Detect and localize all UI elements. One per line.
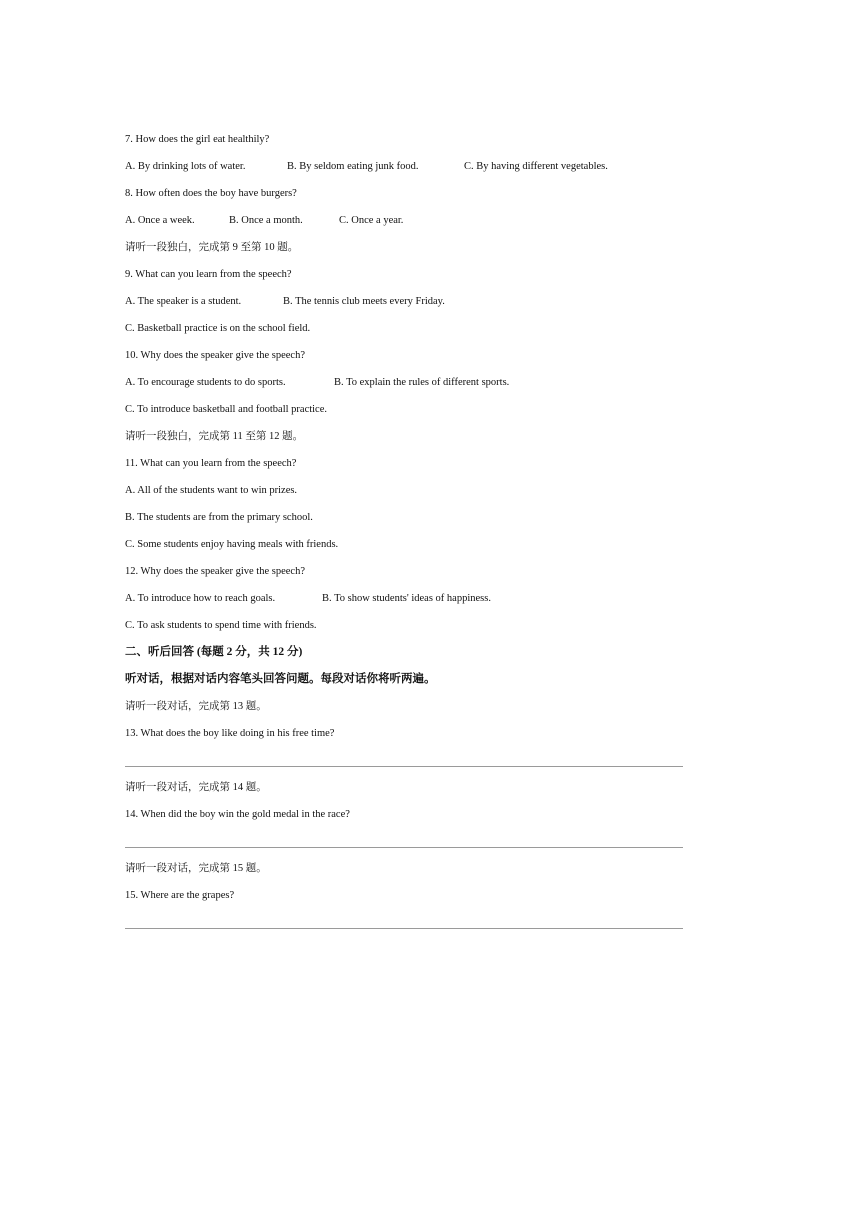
option-b: B. To show students' ideas of happiness. — [322, 593, 491, 604]
question-8: 8. How often does the boy have burgers? — [125, 188, 297, 199]
option-b: B. Once a month. — [229, 215, 303, 226]
question-9-option-c: C. Basketball practice is on the school field. — [125, 323, 311, 334]
question-8-options — [125, 214, 403, 228]
question-10-options-ab — [125, 376, 509, 390]
instruction-14: 请听一段对话，完成第 14 题。 — [125, 782, 267, 793]
option-b: B. To explain the rules of different sports. — [334, 377, 510, 388]
question-9: 9. What can you learn from the speech? — [125, 269, 292, 280]
section-2-instruction: 听对话，根据对话内容笔头回答问题。每段对话你将听两遍。 — [125, 673, 436, 685]
answer-line-13[interactable] — [125, 766, 683, 767]
instruction-11-12: 请听一段独白，完成第 11 至第 12 题。 — [125, 431, 304, 442]
option-a: A. To encourage students to do sports. — [125, 377, 286, 388]
option-a: A. Once a week. — [125, 215, 195, 226]
question-14: 14. When did the boy win the gold medal in the race? — [125, 809, 350, 820]
answer-line-14[interactable] — [125, 847, 683, 848]
option-c: C. By having different vegetables. — [464, 161, 608, 172]
option-a: A. The speaker is a student. — [125, 296, 242, 307]
option-a: A. By drinking lots of water. — [125, 161, 246, 172]
question-11-option-a: A. All of the students want to win prizes. — [125, 485, 298, 496]
question-15: 15. Where are the grapes? — [125, 890, 235, 901]
question-11-option-c: C. Some students enjoy having meals with friends. — [125, 539, 339, 550]
option-a: A. To introduce how to reach goals. — [125, 593, 276, 604]
option-c: C. Once a year. — [339, 215, 404, 226]
question-11: 11. What can you learn from the speech? — [125, 458, 297, 469]
question-9-options-ab — [125, 295, 445, 309]
question-7: 7. How does the girl eat healthily? — [125, 134, 270, 145]
question-13: 13. What does the boy like doing in his free time? — [125, 728, 335, 739]
question-12: 12. Why does the speaker give the speech? — [125, 566, 305, 577]
question-12-options-ab — [125, 592, 491, 606]
section-2-heading: 二、听后回答 (每题 2 分，共 12 分) — [125, 646, 303, 658]
question-10-option-c: C. To introduce basketball and football practice. — [125, 404, 328, 415]
option-b: B. By seldom eating junk food. — [287, 161, 419, 172]
instruction-9-10: 请听一段独白，完成第 9 至第 10 题。 — [125, 242, 299, 253]
question-12-option-c: C. To ask students to spend time with friends. — [125, 620, 317, 631]
answer-line-15[interactable] — [125, 928, 683, 929]
question-10: 10. Why does the speaker give the speech? — [125, 350, 305, 361]
instruction-15: 请听一段对话，完成第 15 题。 — [125, 863, 267, 874]
question-11-option-b: B. The students are from the primary school. — [125, 512, 313, 523]
instruction-13: 请听一段对话，完成第 13 题。 — [125, 701, 267, 712]
question-7-options — [125, 160, 608, 174]
option-b: B. The tennis club meets every Friday. — [283, 296, 445, 307]
